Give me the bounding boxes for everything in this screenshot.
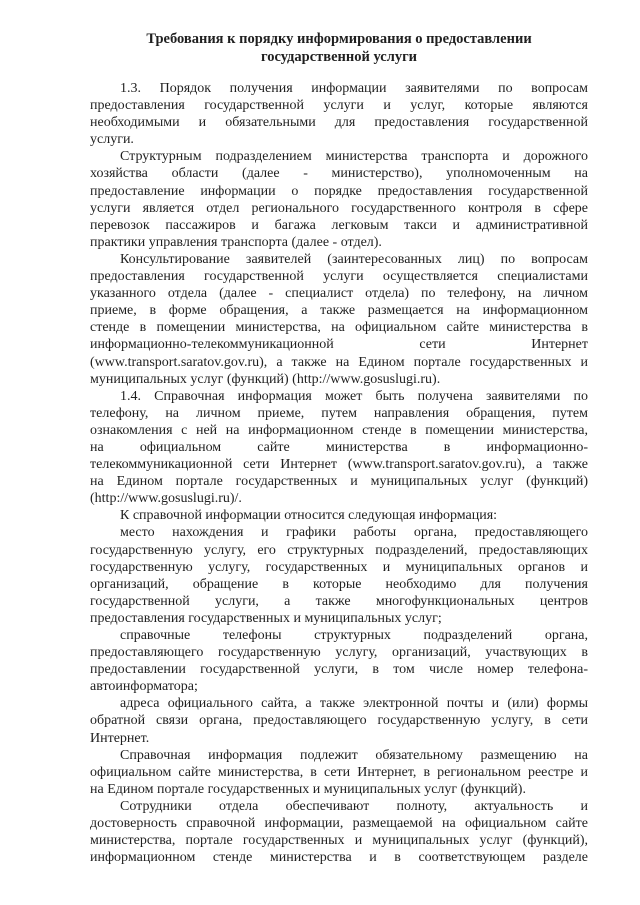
paragraph-line: достоверность справочной информации, размещаемой на официальном сайте — [90, 816, 588, 832]
paragraph-line: телефону, на личном приеме, путем направления обращения, путем — [90, 405, 588, 421]
paragraph-line: практики управления транспорта (далее - отдел). — [90, 234, 382, 250]
paragraph-line: указанного отдела (далее - специалист отдела) по телефону, на личном — [90, 286, 588, 302]
paragraph-line: (http://www.gosuslugi.ru)/. — [90, 491, 242, 507]
paragraph-line: приеме, в форме обращения, а также размещается на информационном — [90, 303, 588, 319]
paragraph — [90, 507, 588, 524]
document-title — [96, 30, 582, 66]
paragraph-line: (www.transport.saratov.gov.ru), а также на Едином портале государственных и — [90, 354, 588, 370]
paragraph-line: на официальном сайте министерства в информационно- — [90, 439, 588, 455]
paragraph — [90, 388, 588, 508]
title-line: государственной услуги — [260, 49, 418, 65]
paragraph-line: услуги является отдел регионального государственного контроля в сфере — [90, 200, 588, 216]
paragraph-line: обратной связи органа, предоставляющего государственную услугу, в сети — [90, 713, 588, 729]
paragraph-line: перевозок пассажиров и багажа легковым такси и административной — [90, 217, 588, 233]
paragraph-line: Справочная информация подлежит обязательному размещению на — [120, 747, 588, 763]
paragraph-line: телекоммуникационной сети Интернет (www.transport.saratov.gov.ru), а также — [90, 457, 588, 473]
paragraph-line: хозяйства области (далее - министерство), уполномоченным на — [90, 166, 588, 182]
paragraph-line: предоставления государственной услуги и услуг, которые являются — [90, 98, 588, 114]
paragraph-line: государственную услугу, его структурных подразделений, предоставляющих — [90, 542, 588, 558]
paragraph-line: К справочной информации относится следующая информация: — [120, 508, 498, 524]
paragraph-line: автоинформатора; — [90, 679, 198, 695]
paragraph-line: муниципальных услуг (функций) (http://www.gosuslugi.ru). — [90, 371, 441, 387]
paragraph-line: государственную услугу, государственных и муниципальных органов и — [90, 559, 588, 575]
paragraph-line: место нахождения и графики работы органа, предоставляющего — [120, 525, 588, 541]
paragraph-line: информационном стенде министерства и в соответствующем разделе — [90, 850, 588, 866]
paragraph-line: предоставление информации о порядке предоставления государственной — [90, 183, 588, 199]
paragraph-line: 1.4. Справочная информация может быть получена заявителями по — [120, 388, 588, 404]
paragraph-line: необходимыми и обязательными для предоставления государственной — [90, 115, 588, 131]
paragraph-line: 1.3. Порядок получения информации заявителями по вопросам — [120, 81, 588, 96]
paragraph-line: информационно-телекоммуникационной сети Интернет — [90, 337, 588, 353]
paragraph — [90, 148, 588, 251]
document-body — [90, 80, 588, 866]
paragraph-line: министерства, портале государственных и муниципальных услуг (функций), — [90, 833, 588, 849]
paragraph-line: Структурным подразделением министерства транспорта и дорожного — [120, 149, 588, 165]
paragraph-line: предоставлении государственной услуги, в том числе номер телефона- — [90, 662, 588, 678]
paragraph — [90, 695, 588, 746]
paragraph — [90, 524, 588, 627]
paragraph-line: на Едином портале государственных и муниципальных услуг (функций). — [90, 781, 526, 797]
paragraph-line: организаций, обращение в которые необходимо для получения — [90, 576, 588, 592]
paragraph — [90, 798, 588, 866]
paragraph-line: официальном сайте министерства, в сети Интернет, в региональном реестре и — [90, 764, 588, 780]
paragraph-line: государственной услуги, а также многофункциональных центров — [90, 593, 588, 609]
paragraph-line: предоставляющего государственную услугу, организаций, участвующих в — [90, 645, 588, 661]
paragraph-line: справочные телефоны структурных подразделений органа, — [120, 628, 588, 643]
paragraph-line: предоставления государственных и муниципальных услуг; — [90, 610, 442, 626]
paragraph — [90, 251, 588, 388]
title-line: Требования к порядку информирования о предоставлении — [146, 31, 532, 47]
paragraph-line: Сотрудники отдела обеспечивают полноту, актуальность и — [120, 798, 588, 814]
paragraph-line: Интернет. — [90, 730, 150, 746]
paragraph — [90, 80, 588, 148]
paragraph-line: предоставления государственной услуги осуществляется специалистами — [90, 269, 588, 285]
paragraph-line: стенде в помещении министерства, на официальном сайте министерства в — [90, 320, 588, 336]
paragraph-line: на Едином портале государственных и муниципальных услуг (функций) — [90, 474, 588, 490]
paragraph — [90, 747, 588, 798]
paragraph-line: Консультирование заявителей (заинтересованных лиц) по вопросам — [120, 251, 588, 267]
paragraph-line: услуги. — [90, 132, 134, 148]
paragraph-line: адреса официального сайта, а также электронной почты и (или) формы — [120, 696, 588, 712]
paragraph — [90, 627, 588, 695]
paragraph-line: ознакомления с ней на информационном стенде в помещении министерства, — [90, 422, 588, 438]
